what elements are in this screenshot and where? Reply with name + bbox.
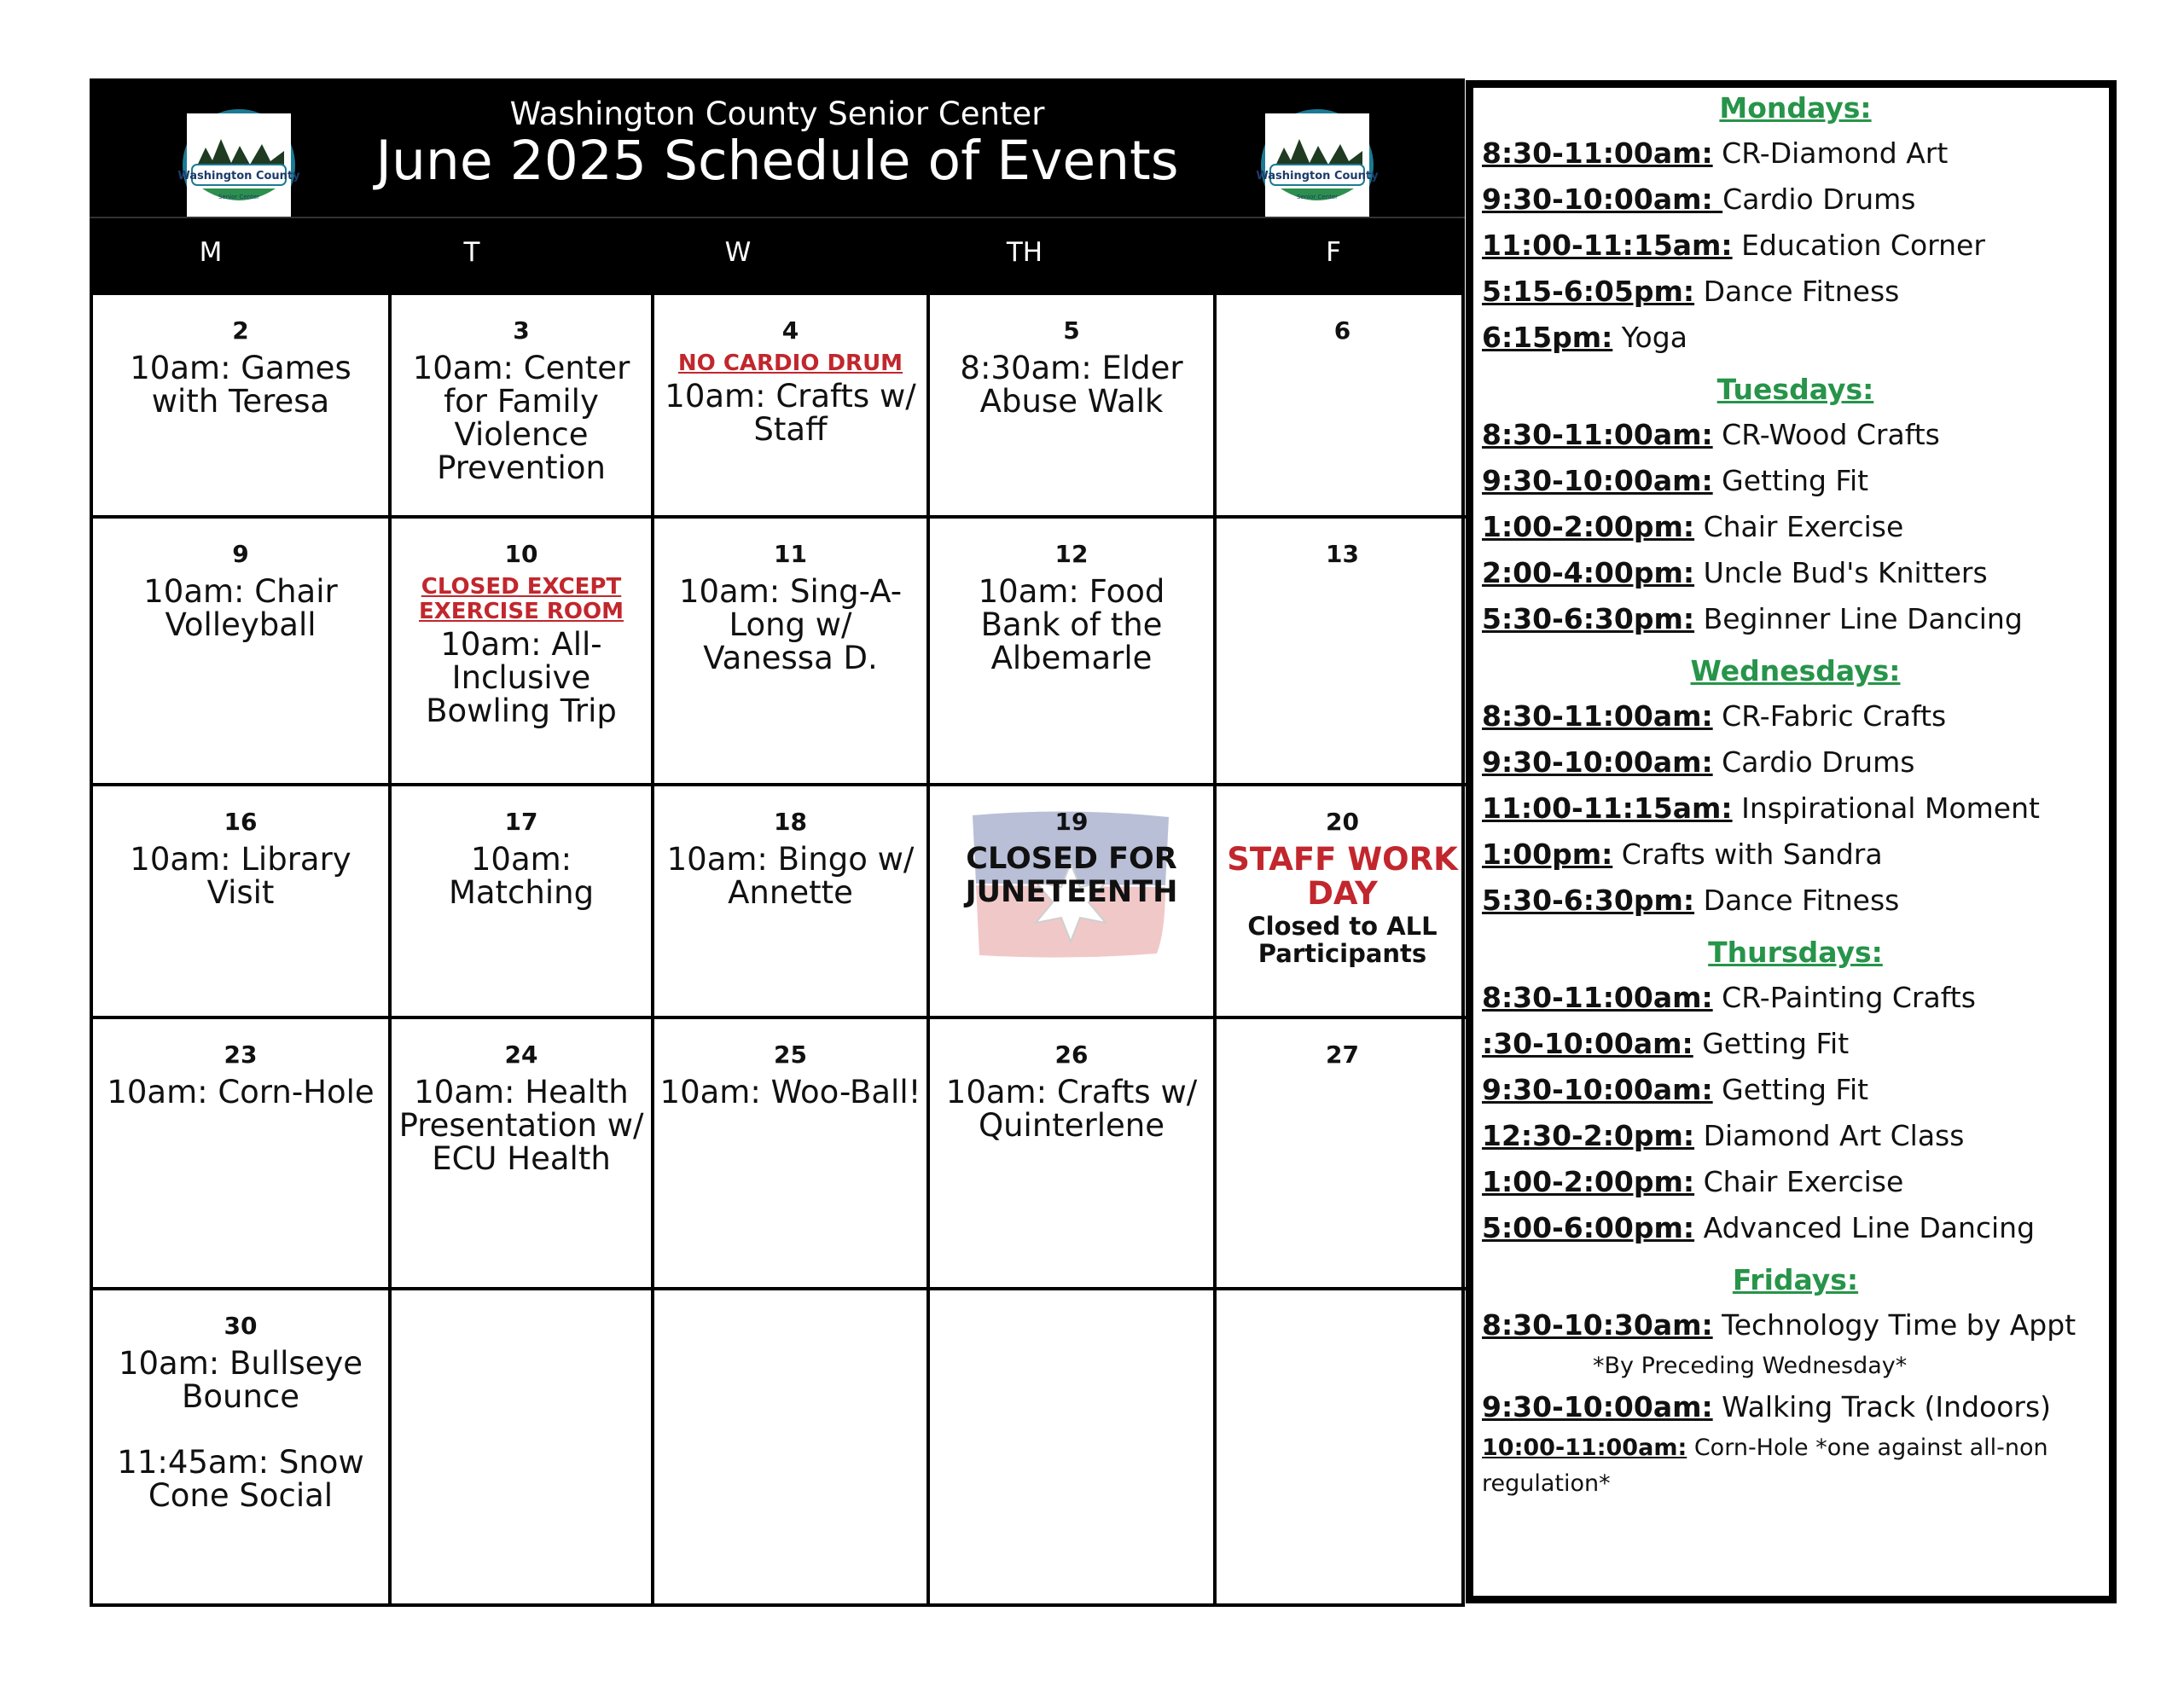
weekday-heading: Mondays:: [1719, 91, 1872, 125]
event-text: 10am: Food Bank of the Albemarle: [978, 573, 1165, 676]
day-cell: [93, 295, 392, 519]
schedule-activity: Uncle Bud's Knitters: [1694, 556, 1988, 589]
schedule-item: [1482, 596, 2109, 642]
schedule-time: 11:00-11:15am:: [1482, 229, 1733, 262]
schedule-activity: Inspirational Moment: [1732, 791, 2040, 825]
schedule-time: 1:00-2:00pm:: [1482, 510, 1695, 543]
schedule-activity: Cardio Drums: [1722, 183, 1916, 216]
day-cell: [93, 786, 392, 1019]
schedule-activity: Chair Exercise: [1694, 1165, 1904, 1198]
schedule-time: 12:30-2:0pm:: [1482, 1119, 1695, 1152]
schedule-item: [1482, 1302, 2109, 1348]
day-cell: [1217, 786, 1468, 1019]
schedule-item: [1482, 269, 2109, 315]
schedule-activity: CR-Painting Crafts: [1712, 981, 1976, 1014]
date-number: 26: [1054, 1041, 1089, 1069]
schedule-activity: Dance Fitness: [1694, 275, 1900, 308]
calendar-header: [90, 78, 1465, 217]
schedule-activity: CR-Fabric Crafts: [1712, 699, 1947, 733]
schedule-activity: Chair Exercise: [1694, 510, 1904, 543]
closure-note: CLOSED EXCEPT EXERCISE ROOM: [419, 574, 624, 624]
page-title: June 2025 Schedule of Events: [375, 130, 1179, 192]
day-cell: [392, 295, 654, 519]
schedule-activity: CR-Wood Crafts: [1712, 418, 1940, 451]
day-cell: [654, 786, 930, 1019]
weekday-label: W: [724, 237, 752, 268]
schedule-activity: Walking Track (Indoors): [1712, 1390, 2052, 1423]
schedule-activity: Getting Fit: [1693, 1027, 1850, 1060]
event-text: 11:45am: Snow Cone Social: [117, 1444, 364, 1514]
schedule-activity: Cardio Drums: [1712, 745, 1915, 779]
schedule-time: 5:30-6:30pm:: [1482, 884, 1695, 917]
date-number: 6: [1333, 316, 1351, 345]
day-cell: [392, 786, 654, 1019]
date-number: 18: [774, 808, 807, 836]
date-number: 3: [513, 316, 530, 345]
date-number: 2: [232, 316, 249, 345]
event-text: 10am: Library Visit: [130, 841, 351, 911]
event-text: 10am: Center for Family Violence Prevention: [412, 350, 630, 486]
schedule-activity: Advanced Line Dancing: [1694, 1211, 2036, 1244]
event-text: 10am: Health Presentation w/ ECU Health: [398, 1074, 644, 1177]
schedule-item: [1482, 458, 2109, 504]
logo-subtext: Senior Center: [218, 194, 260, 200]
schedule-time: 8:30-11:00am:: [1482, 418, 1713, 451]
event-text: 10am: Games with Teresa: [130, 350, 351, 420]
schedule-item: [1482, 550, 2109, 596]
schedule-activity: Getting Fit: [1712, 1073, 1869, 1106]
date-number: 10: [504, 540, 538, 568]
day-cell: [654, 1290, 930, 1603]
schedule-time: 5:15-6:05pm:: [1482, 275, 1695, 308]
event-text: 8:30am: Elder Abuse Walk: [960, 350, 1183, 420]
day-cell: [392, 519, 654, 786]
date-number: 23: [224, 1041, 258, 1069]
event-text: 10am: Chair Volleyball: [143, 573, 338, 643]
schedule-activity: Crafts with Sandra: [1612, 838, 1883, 871]
schedule-time: 9:30-10:00am:: [1482, 183, 1723, 216]
schedule-item: [1482, 693, 2109, 739]
date-number: 19: [1054, 808, 1089, 836]
day-cell: [654, 1019, 930, 1290]
event-text: 10am: Crafts w/ Quinterlene: [945, 1074, 1198, 1144]
appointment-note: *By Preceding Wednesday*: [1593, 1353, 1908, 1379]
calendar: [90, 78, 1465, 1607]
schedule-time: 9:30-10:00am:: [1482, 1073, 1713, 1106]
schedule-time: 1:00pm:: [1482, 838, 1613, 871]
day-cell: [1217, 1290, 1468, 1603]
date-number: 20: [1326, 808, 1359, 836]
logo-text: Washington County: [177, 170, 300, 183]
day-cell: [93, 1290, 392, 1603]
logo-subtext: Senior Center: [1296, 194, 1339, 200]
weekday-heading: Thursdays:: [1708, 936, 1883, 969]
schedule-item: [1482, 739, 2109, 786]
schedule-time: 5:00-6:00pm:: [1482, 1211, 1695, 1244]
day-cell: [930, 295, 1217, 519]
day-cell: [1217, 295, 1468, 519]
closed-notice: CLOSED FOR JUNETEENTH: [965, 842, 1178, 909]
schedule-activity: Beginner Line Dancing: [1694, 602, 2023, 635]
schedule-activity: Education Corner: [1732, 229, 1985, 262]
date-number: 5: [1063, 316, 1080, 345]
day-cell: [930, 519, 1217, 786]
date-number: 4: [781, 316, 799, 345]
schedule-item: [1482, 1113, 2109, 1159]
schedule-item: [1482, 786, 2109, 832]
day-cell: [392, 1019, 654, 1290]
schedule-item: [1482, 1159, 2109, 1205]
schedule-item: [1482, 504, 2109, 550]
day-cell: [930, 1290, 1217, 1603]
schedule-activity: Dance Fitness: [1694, 884, 1900, 917]
day-cell: [930, 1019, 1217, 1290]
day-cell: [654, 519, 930, 786]
day-cell: [930, 786, 1217, 1019]
organization-name: Washington County Senior Center: [509, 96, 1045, 132]
schedule-activity: Yoga: [1612, 321, 1687, 354]
schedule-item: [1482, 315, 2109, 361]
day-cell: [93, 519, 392, 786]
date-number: 13: [1326, 540, 1359, 568]
event-text: 10am: Sing-A-Long w/ Vanessa D.: [678, 573, 903, 676]
schedule-item: [1482, 878, 2109, 924]
weekday-heading: Tuesdays:: [1716, 373, 1874, 406]
schedule-item: [1482, 1384, 2109, 1430]
date-number: 24: [504, 1041, 538, 1069]
weekday-heading: Wednesdays:: [1690, 654, 1901, 687]
date-number: 11: [774, 540, 807, 568]
schedule-time: 8:30-11:00am:: [1482, 981, 1713, 1014]
day-cell: [654, 295, 930, 519]
schedule-time: 9:30-10:00am:: [1482, 464, 1713, 497]
event-text: 10am: Woo-Ball!: [659, 1074, 921, 1110]
day-cell: [93, 1019, 392, 1290]
date-number: 30: [224, 1312, 258, 1340]
day-cell: [392, 1290, 654, 1603]
event-text: 10am: Crafts w/ Staff: [665, 378, 916, 448]
schedule-time: 8:30-10:30am:: [1482, 1308, 1713, 1342]
closed-to-all-notice: Closed to ALL Participants: [1247, 912, 1438, 968]
closure-note: NO CARDIO DRUM: [677, 351, 903, 376]
day-cell: [1217, 519, 1468, 786]
date-number: 25: [774, 1041, 807, 1069]
schedule-activity: Corn-Hole *one against all-non regulation*: [1482, 1435, 2048, 1497]
calendar-grid: [90, 292, 1465, 1607]
event-text: 10am: All-Inclusive Bowling Trip: [426, 626, 617, 729]
schedule-item: [1482, 1205, 2109, 1251]
date-number: 27: [1326, 1041, 1359, 1069]
schedule-item: [1482, 412, 2109, 458]
logo-text: Washington County: [1256, 170, 1379, 183]
schedule-time: 2:00-4:00pm:: [1482, 556, 1695, 589]
schedule-time: 10:00-11:00am:: [1482, 1435, 1687, 1461]
schedule-item: [1482, 1021, 2109, 1067]
schedule-activity: CR-Diamond Art: [1712, 136, 1949, 170]
schedule-item: [1482, 130, 2109, 177]
weekday-label: TH: [1006, 237, 1043, 268]
schedule-time: 1:00-2:00pm:: [1482, 1165, 1695, 1198]
schedule-item: [1482, 832, 2109, 878]
schedule-time: 11:00-11:15am:: [1482, 791, 1733, 825]
washington-county-logo: [1256, 109, 1379, 222]
schedule-activity: Technology Time by Appt: [1712, 1308, 2077, 1342]
date-number: 12: [1054, 540, 1089, 568]
schedule-item: [1482, 975, 2109, 1021]
schedule-time: 8:30-11:00am:: [1482, 699, 1713, 733]
staff-work-day-notice: STAFF WORK DAY: [1227, 841, 1458, 912]
date-number: 17: [504, 808, 538, 836]
schedule-item: [1482, 1067, 2109, 1113]
weekday-label: M: [199, 237, 223, 268]
schedule-activity: Diamond Art Class: [1694, 1119, 1965, 1152]
day-cell: [1217, 1019, 1468, 1290]
schedule-time: 6:15pm:: [1482, 321, 1613, 354]
schedule-time: :30-10:00am:: [1482, 1027, 1693, 1060]
event-text: 10am: Corn-Hole: [107, 1074, 375, 1110]
date-number: 9: [232, 540, 249, 568]
weekday-header: [90, 217, 1465, 292]
schedule-item: [1482, 1430, 2109, 1502]
schedule-item: [1482, 223, 2109, 269]
weekday-label: T: [463, 237, 480, 268]
date-number: 16: [224, 808, 258, 836]
weekday-heading: Fridays:: [1732, 1263, 1859, 1296]
event-text: 10am: Matching: [448, 841, 595, 911]
recurring-schedule-panel: [1466, 80, 2117, 1603]
schedule-activity: Getting Fit: [1712, 464, 1869, 497]
event-text: 10am: Bingo w/ Annette: [666, 841, 915, 911]
schedule-time: 5:30-6:30pm:: [1482, 602, 1695, 635]
schedule-time: 9:30-10:00am:: [1482, 1390, 1713, 1423]
schedule-time: 9:30-10:00am:: [1482, 745, 1713, 779]
schedule-item: [1482, 177, 2109, 223]
schedule-time: 8:30-11:00am:: [1482, 136, 1713, 170]
event-text: 10am: Bullseye Bounce: [118, 1345, 363, 1415]
weekday-label: F: [1326, 237, 1341, 268]
